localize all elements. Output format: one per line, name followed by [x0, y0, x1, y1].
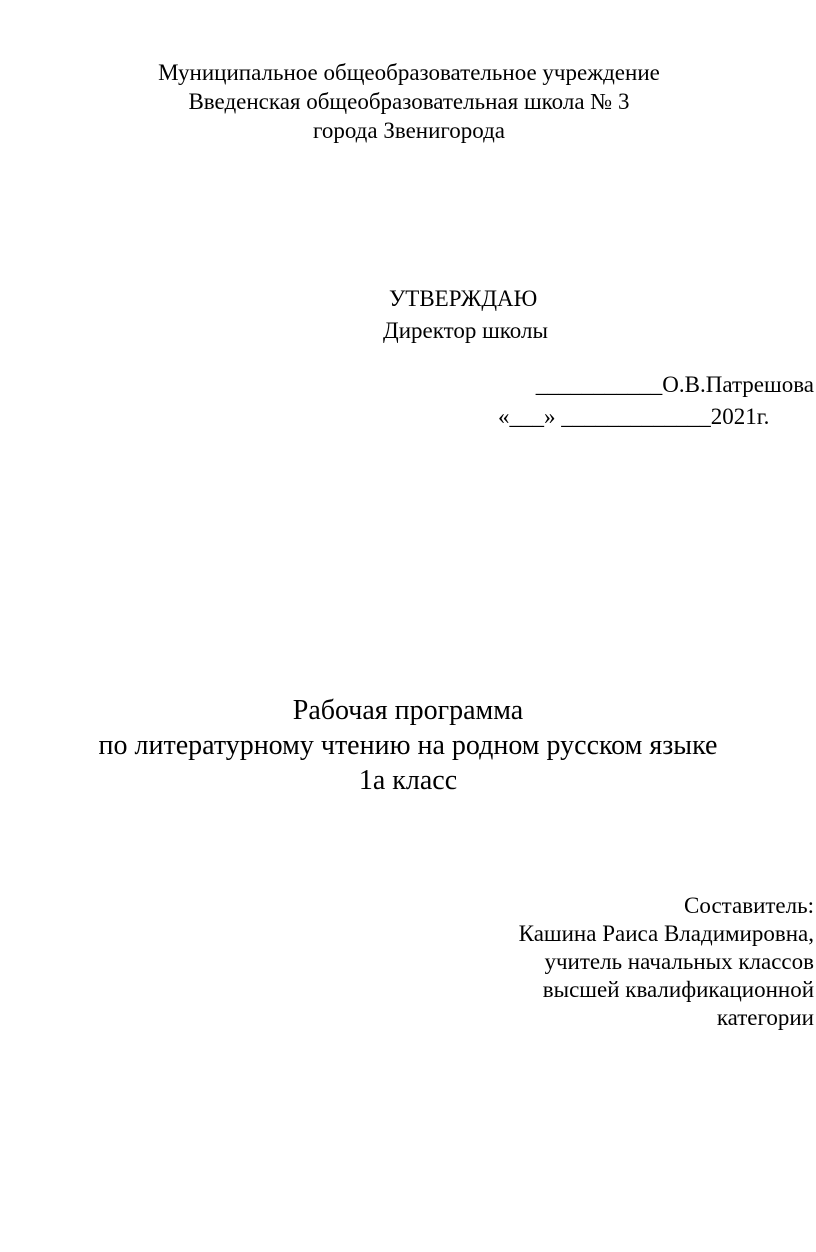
- program-title-line-2: по литературному чтению на родном русском языке: [98, 730, 718, 761]
- program-title-line-3: 1а класс: [358, 765, 458, 796]
- school-header-line-1: Муниципальное общеобразовательное учреждение: [158, 60, 660, 85]
- program-title: [0, 693, 816, 798]
- author-block: [519, 892, 814, 1032]
- approval-title: УТВЕРЖДАЮ: [389, 286, 538, 311]
- approval-role: Директор школы: [383, 318, 548, 343]
- school-header-line-3: города Звенигорода: [312, 118, 506, 143]
- school-header-line-2: Введенская общеобразовательная школа № 3: [188, 89, 630, 114]
- author-qualification: высшей квалификационной: [542, 977, 814, 1002]
- program-title-line-1: Рабочая программа: [292, 695, 524, 726]
- author-label: Составитель:: [684, 893, 814, 918]
- author-name: Кашина Раиса Владимировна,: [518, 921, 814, 946]
- approval-signature-line: ___________О.В.Патрешова: [535, 372, 814, 397]
- school-header: [0, 58, 816, 145]
- author-position: учитель начальных классов: [544, 949, 814, 974]
- author-category: категории: [716, 1005, 814, 1030]
- approval-date-line: «___» _____________2021г.: [498, 404, 770, 429]
